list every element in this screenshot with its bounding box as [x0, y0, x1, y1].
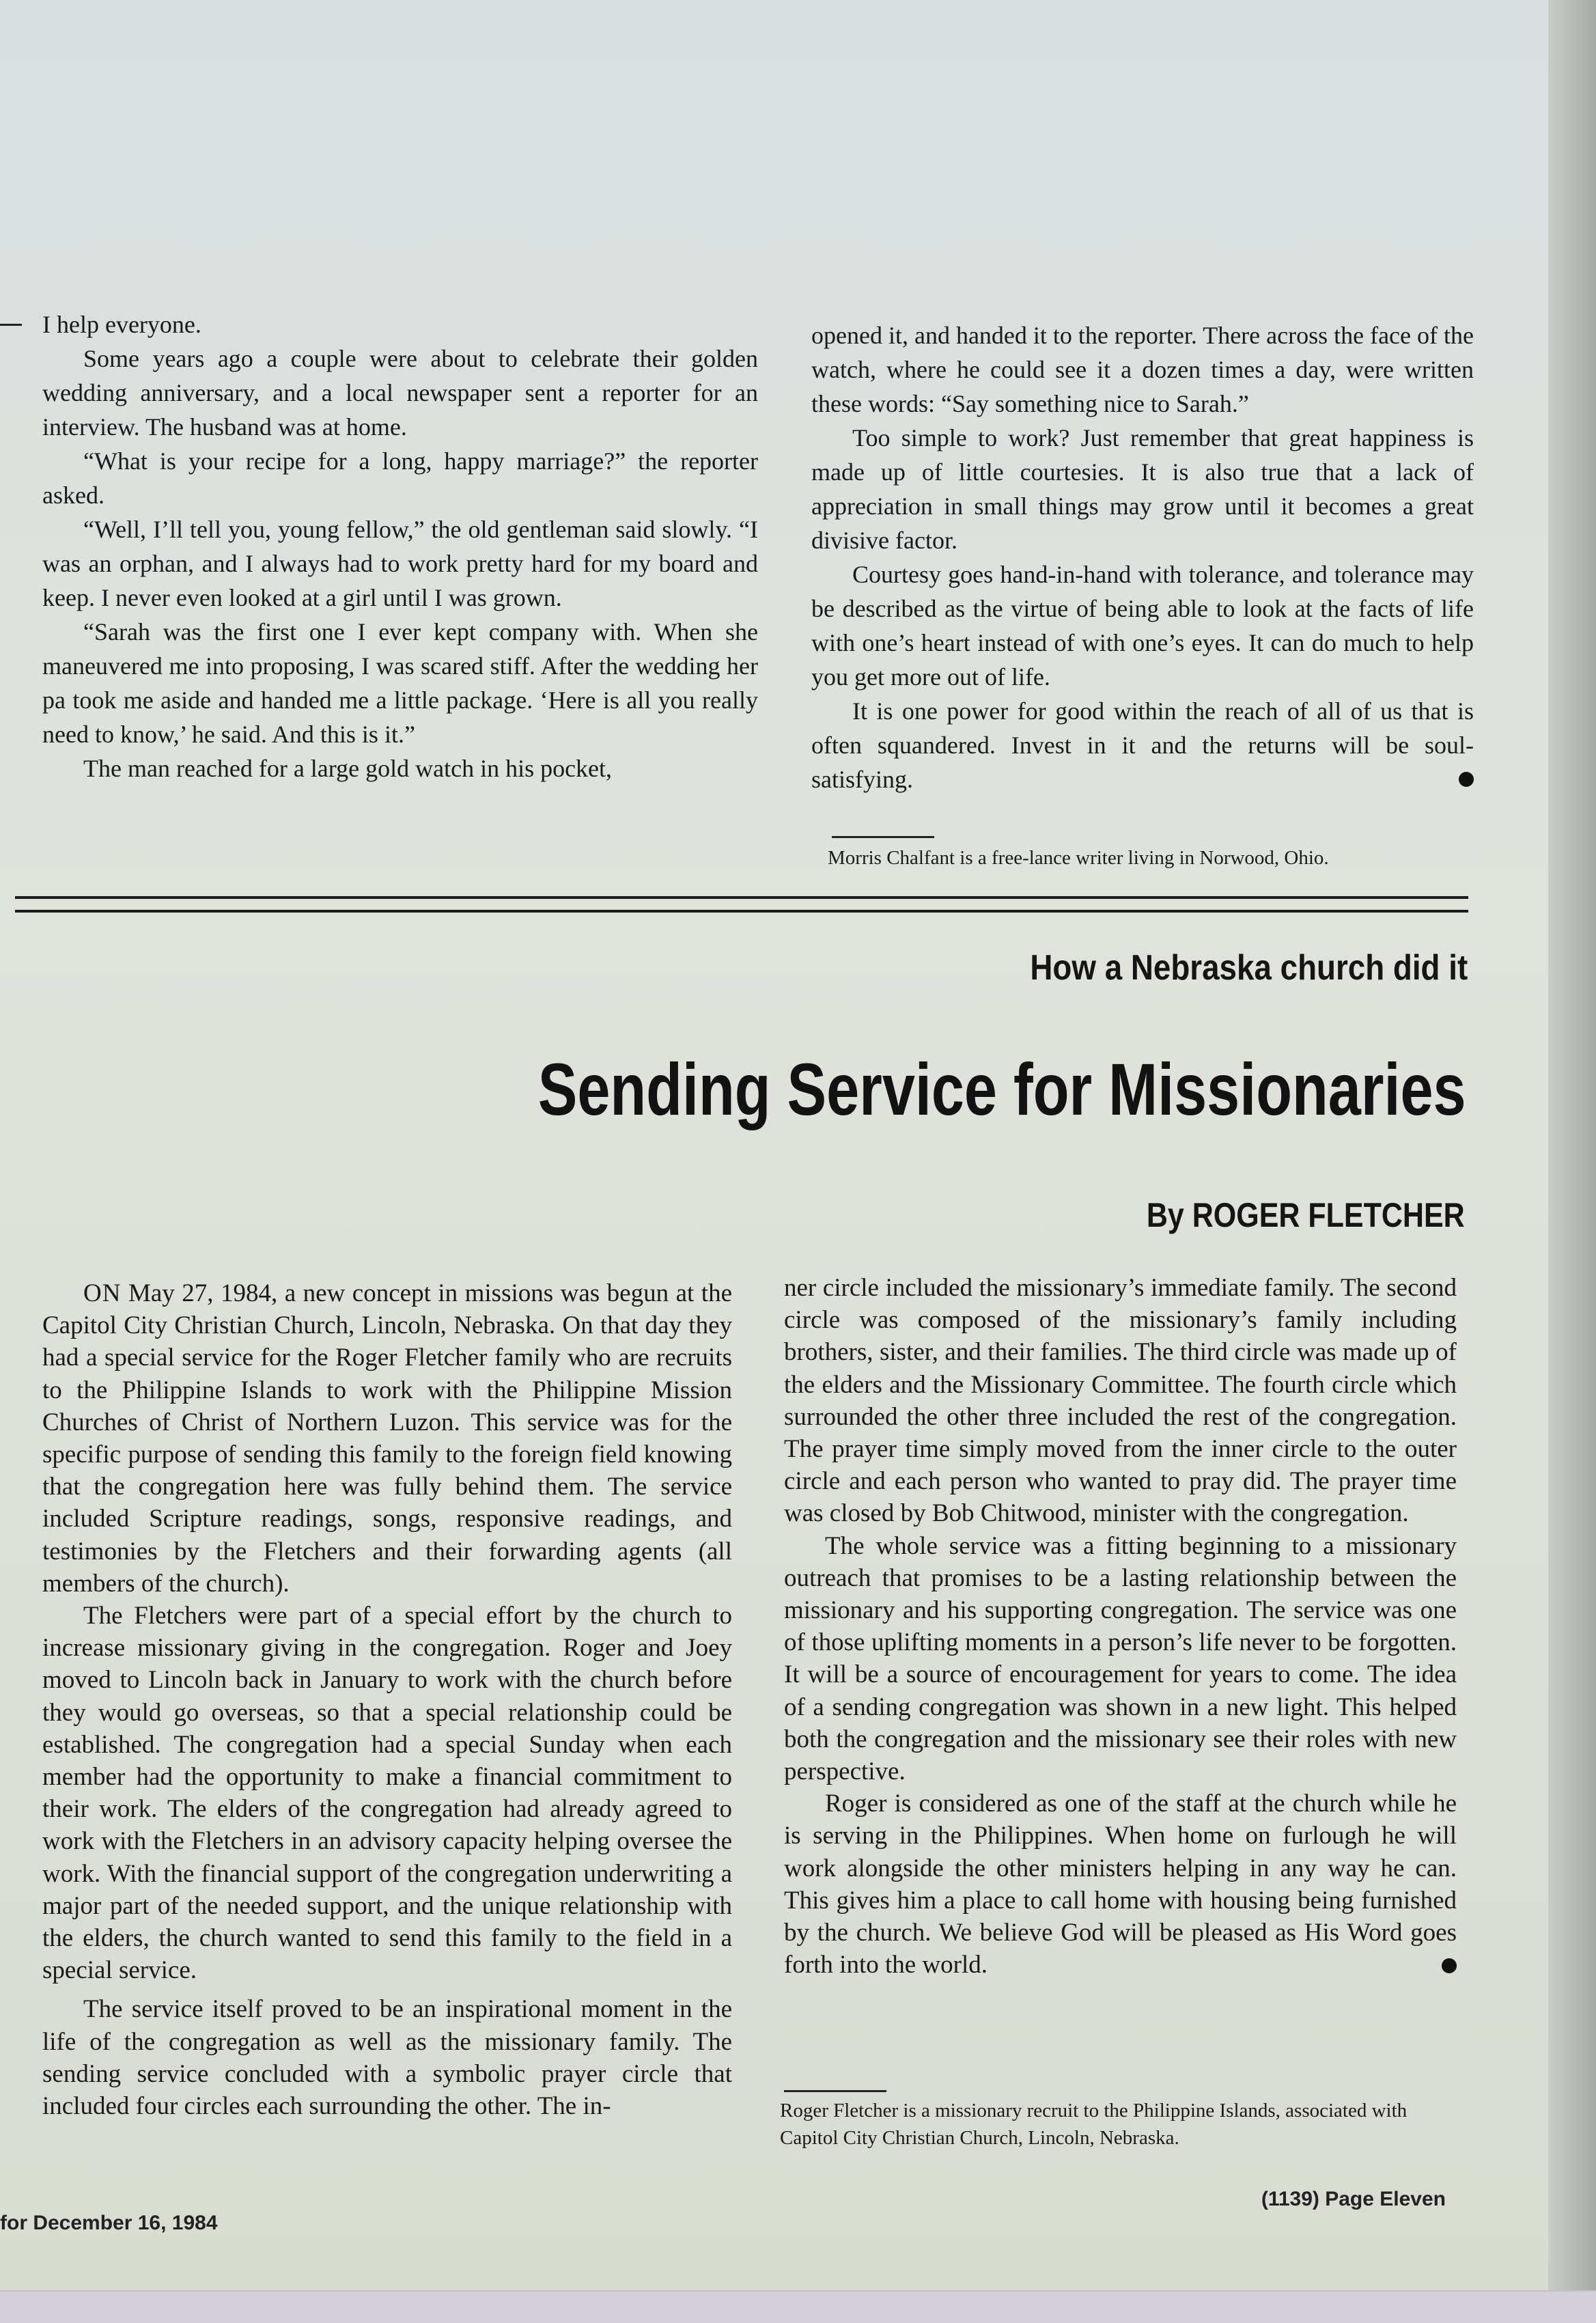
paragraph: ner circle included the missionary’s immediate family. The second circle was composed of the missionary’s family including brothers, sister, and their families. The third circle was made up of the elders and the Missionary Committee. The fourth circle which surrounded the other three included the rest of the congregation. The prayer time simply moved from the inner circle to the outer circle and each person who wanted to pray did. The prayer time was closed by Bob Chitwood, minister with the congregation. [784, 1274, 1457, 1528]
scan-bottom-strip [0, 2290, 1596, 2323]
paragraph: “What is your recipe for a long, happy marriage?” the reporter asked. [42, 447, 758, 509]
main-article-right-column [784, 1272, 1457, 1981]
paragraph: The whole service was a fitting beginning to a missionary outreach that promises to be a lasting relationship between the missionary and his supporting congregation. The service was one of those uplifting moments in a person’s life never to be forgotten. It will be a source of encouragement for years to come. The idea of a sending congregation was shown in a new light. This helped both the congregation and the missionary see their roles with new perspective. [784, 1531, 1457, 1786]
paragraph: opened it, and handed it to the reporter. There across the face of the watch, where he could see it a dozen times a day, were written these words: “Say something nice to Sarah.” [811, 322, 1474, 417]
end-mark-icon [1459, 772, 1474, 787]
footnote-rule [832, 836, 934, 838]
top-article-right-column [811, 318, 1474, 796]
lead-paragraph [42, 1277, 732, 1600]
author-footnote: Morris Chalfant is a free-lance writer living in Norwood, Ohio. [828, 847, 1329, 869]
author-footnote: Roger Fletcher is a missionary recruit to the Philippine Islands, associated with Capitol City Christian Church, Lincoln, Nebraska. [780, 2100, 1408, 2149]
margin-tick [0, 324, 22, 326]
paragraph: The service itself proved to be an inspirational moment in the life of the congregation as well as the missionary family. The sending service concluded with a symbolic prayer circle that included four circles each surrounding the other. The in- [42, 1995, 732, 2121]
page-number: (1139) Page Eleven [1261, 2188, 1446, 2210]
paragraph: Some years ago a couple were about to celebrate their golden wedding anniversary, and a local newspaper sent a reporter for an interview. The husband was at home. [42, 345, 758, 441]
paragraph: The Fletchers were part of a special effort by the church to increase missionary giving in the congregation. Roger and Joey moved to Lincoln back in January to work with the church before they would go overseas, so that a special relationship could be established. The congregation had a special Sunday when each member had the opportunity to make a financial commitment to their work. The elders of the congregation had already agreed to work with the Fletchers in an advisory capacity helping oversee the work. With the financial support of the congregation underwriting a major part of the needed support, and the unique relationship with the elders, the church wanted to send this family to the field in a special service. [42, 1602, 732, 1985]
section-divider [15, 896, 1468, 913]
page-edge-shadow [1548, 0, 1596, 2323]
lead-text: May 27, 1984, a new concept in missions was begun at the Capitol City Christian Church, Lincoln, Nebraska. On that day they had a special service for the Roger Fletcher family who are recruits to the Philippine Islands to work with the Philippine Mission Churches of Christ of Northern Luzon. This service was for the specific purpose of sending this family to the foreign field knowing that the congregation here was fully behind them. The service included Scripture readings, songs, responsive readings, and testimonies by the Fletchers and their forwarding agents (all members of the church). [42, 1279, 732, 1598]
paragraph-last [811, 694, 1474, 796]
article-byline: By ROGER FLETCHER [1147, 1196, 1465, 1234]
paragraph-text: It is one power for good within the reach of all of us that is often squandered. Invest in it and the returns will be soul-satisfying. [811, 697, 1474, 793]
main-article-left-column [42, 1277, 732, 2122]
article-headline: Sending Service for Missionaries [538, 1048, 1466, 1130]
article-kicker: How a Nebraska church did it [1030, 948, 1468, 988]
paragraph: I help everyone. [42, 311, 201, 338]
issue-date: for December 16, 1984 [0, 2212, 218, 2234]
footnote-rule [784, 2090, 886, 2092]
paragraph: Too simple to work? Just remember that great happiness is made up of little courtesies. It is also true that a lack of appreciation in small things may grow until it becomes a great divisive factor. [811, 424, 1474, 554]
paragraph-text: Roger is considered as one of the staff at the church while he is serving in the Philippines. When home on furlough he will work alongside the other ministers helping in any way he can. This gives him a place to call home with housing being furnished by the church. We believe God will be pleased as His Word goes forth into the world. [784, 1790, 1457, 1979]
paragraph-last [784, 1788, 1457, 1981]
paragraph: “Well, I’ll tell you, young fellow,” the old gentleman said slowly. “I was an orphan, and I always had to work pretty hard for my board and keep. I never even looked at a girl until I was grown. [42, 516, 758, 611]
paragraph: “Sarah was the first one I ever kept company with. When she maneuvered me into proposing, I was scared stiff. After the wedding her pa took me aside and handed me a little package. ‘Here is all you really need to know,’ he said. And this is it.” [42, 618, 758, 748]
end-mark-icon [1442, 1958, 1457, 1973]
lead-word: ON [83, 1279, 122, 1307]
paragraph: Courtesy goes hand-in-hand with tolerance, and tolerance may be described as the virtue of being able to look at the facts of life with one’s heart instead of with one’s eyes. It can do much to help you get more out of life. [811, 561, 1474, 691]
paragraph: The man reached for a large gold watch in his pocket, [83, 755, 613, 782]
top-article-left-column [42, 307, 758, 785]
